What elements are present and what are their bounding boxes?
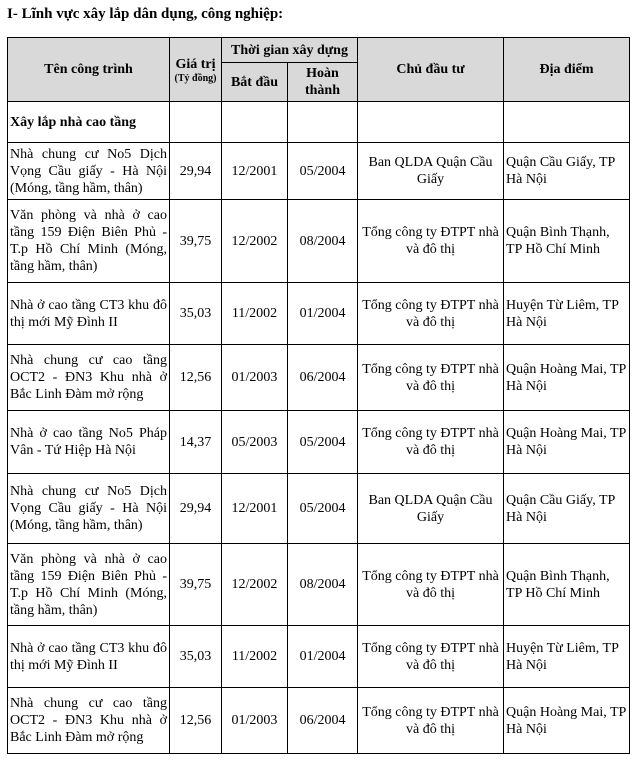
owner-cell: Tổng công ty ĐTPT nhà và đô thị	[358, 688, 504, 754]
start-date-cell: 12/2001	[222, 143, 288, 200]
value-cell: 39,75	[170, 200, 222, 283]
location-cell: Quận Bình Thạnh, TP Hồ Chí Minh	[504, 200, 630, 283]
owner-cell: Ban QLDA Quận Cầu Giấy	[358, 143, 504, 200]
owner-cell: Ban QLDA Quận Cầu Giấy	[358, 474, 504, 544]
start-date-cell: 12/2002	[222, 544, 288, 626]
location-cell: Huyện Từ Liêm, TP Hà Nội	[504, 626, 630, 688]
table-row	[8, 411, 630, 474]
section-cell	[358, 102, 504, 143]
table-row	[8, 544, 630, 626]
project-name-cell: Nhà chung cư cao tầng OCT2 - ĐN3 Khu nhà ở Bắc Linh Đàm mở rộng	[8, 345, 170, 411]
finish-date-cell: 08/2004	[288, 544, 358, 626]
owner-cell: Tổng công ty ĐTPT nhà và đô thị	[358, 411, 504, 474]
finish-date-cell: 06/2004	[288, 688, 358, 754]
section-cell	[504, 102, 630, 143]
project-name-cell: Nhà ở cao tầng No5 Pháp Vân - Tứ Hiệp Hà Nội	[8, 411, 170, 474]
location-cell: Quận Hoàng Mai, TP Hà Nội	[504, 688, 630, 754]
start-date-cell: 01/2003	[222, 345, 288, 411]
start-date-cell: 12/2001	[222, 474, 288, 544]
value-cell: 12,56	[170, 688, 222, 754]
finish-date-cell: 05/2004	[288, 143, 358, 200]
owner-cell: Tổng công ty ĐTPT nhà và đô thị	[358, 544, 504, 626]
value-cell: 12,56	[170, 345, 222, 411]
start-date-cell: 11/2002	[222, 283, 288, 345]
header-value-unit: (Tỷ đồng)	[174, 72, 217, 84]
header-time-group: Thời gian xây dựng	[222, 38, 358, 63]
owner-cell: Tổng công ty ĐTPT nhà và đô thị	[358, 283, 504, 345]
start-date-cell: 01/2003	[222, 688, 288, 754]
location-cell: Quận Cầu Giấy, TP Hà Nội	[504, 143, 630, 200]
table-row	[8, 688, 630, 754]
owner-cell: Tổng công ty ĐTPT nhà và đô thị	[358, 626, 504, 688]
project-name-cell: Nhà ở cao tầng CT3 khu đô thị mới Mỹ Đình II	[8, 283, 170, 345]
value-cell: 35,03	[170, 626, 222, 688]
table-row	[8, 626, 630, 688]
value-cell: 35,03	[170, 283, 222, 345]
location-cell: Quận Bình Thạnh, TP Hồ Chí Minh	[504, 544, 630, 626]
finish-date-cell: 06/2004	[288, 345, 358, 411]
projects-table	[7, 37, 630, 754]
header-name: Tên công trình	[8, 38, 170, 102]
project-name-cell: Văn phòng và nhà ở cao tầng 159 Điện Biên Phủ - T.p Hồ Chí Minh (Móng, tầng hầm, thân)	[8, 544, 170, 626]
section-heading: I- Lĩnh vực xây lắp dân dụng, công nghiệp:	[7, 6, 284, 22]
project-name-cell: Nhà chung cư cao tầng OCT2 - ĐN3 Khu nhà ở Bắc Linh Đàm mở rộng	[8, 688, 170, 754]
table-row	[8, 474, 630, 544]
value-cell: 29,94	[170, 474, 222, 544]
location-cell: Huyện Từ Liêm, TP Hà Nội	[504, 283, 630, 345]
value-cell: 29,94	[170, 143, 222, 200]
owner-cell: Tổng công ty ĐTPT nhà và đô thị	[358, 200, 504, 283]
table-row	[8, 345, 630, 411]
project-name-cell: Nhà ở cao tầng CT3 khu đô thị mới Mỹ Đình II	[8, 626, 170, 688]
section-row	[8, 102, 630, 143]
section-cell	[222, 102, 288, 143]
finish-date-cell: 01/2004	[288, 626, 358, 688]
value-cell: 39,75	[170, 544, 222, 626]
location-cell: Quận Cầu Giấy, TP Hà Nội	[504, 474, 630, 544]
start-date-cell: 12/2002	[222, 200, 288, 283]
header-value	[170, 38, 222, 102]
project-name-cell: Văn phòng và nhà ở cao tầng 159 Điện Biên Phủ - T.p Hồ Chí Minh (Móng, tầng hầm, thân)	[8, 200, 170, 283]
table-body	[8, 102, 630, 754]
table-row	[8, 200, 630, 283]
header-location: Địa điểm	[504, 38, 630, 102]
header-owner: Chủ đầu tư	[358, 38, 504, 102]
table-row	[8, 143, 630, 200]
header-finish: Hoàn thành	[288, 63, 358, 102]
section-cell	[288, 102, 358, 143]
table-row	[8, 283, 630, 345]
finish-date-cell: 08/2004	[288, 200, 358, 283]
location-cell: Quận Hoàng Mai, TP Hà Nội	[504, 411, 630, 474]
finish-date-cell: 05/2004	[288, 411, 358, 474]
table-header	[8, 38, 630, 102]
start-date-cell: 05/2003	[222, 411, 288, 474]
value-cell: 14,37	[170, 411, 222, 474]
header-value-label: Giá trị	[175, 56, 216, 72]
project-name-cell: Nhà chung cư No5 Dịch Vọng Cầu giấy - Hà Nội (Móng, tầng hầm, thân)	[8, 143, 170, 200]
header-start: Bắt đầu	[222, 63, 288, 102]
project-name-cell: Nhà chung cư No5 Dịch Vọng Cầu giấy - Hà Nội (Móng, tầng hầm, thân)	[8, 474, 170, 544]
section-title: Xây lắp nhà cao tầng	[8, 102, 170, 143]
finish-date-cell: 05/2004	[288, 474, 358, 544]
start-date-cell: 11/2002	[222, 626, 288, 688]
section-cell	[170, 102, 222, 143]
finish-date-cell: 01/2004	[288, 283, 358, 345]
location-cell: Quận Hoàng Mai, TP Hà Nội	[504, 345, 630, 411]
owner-cell: Tổng công ty ĐTPT nhà và đô thị	[358, 345, 504, 411]
